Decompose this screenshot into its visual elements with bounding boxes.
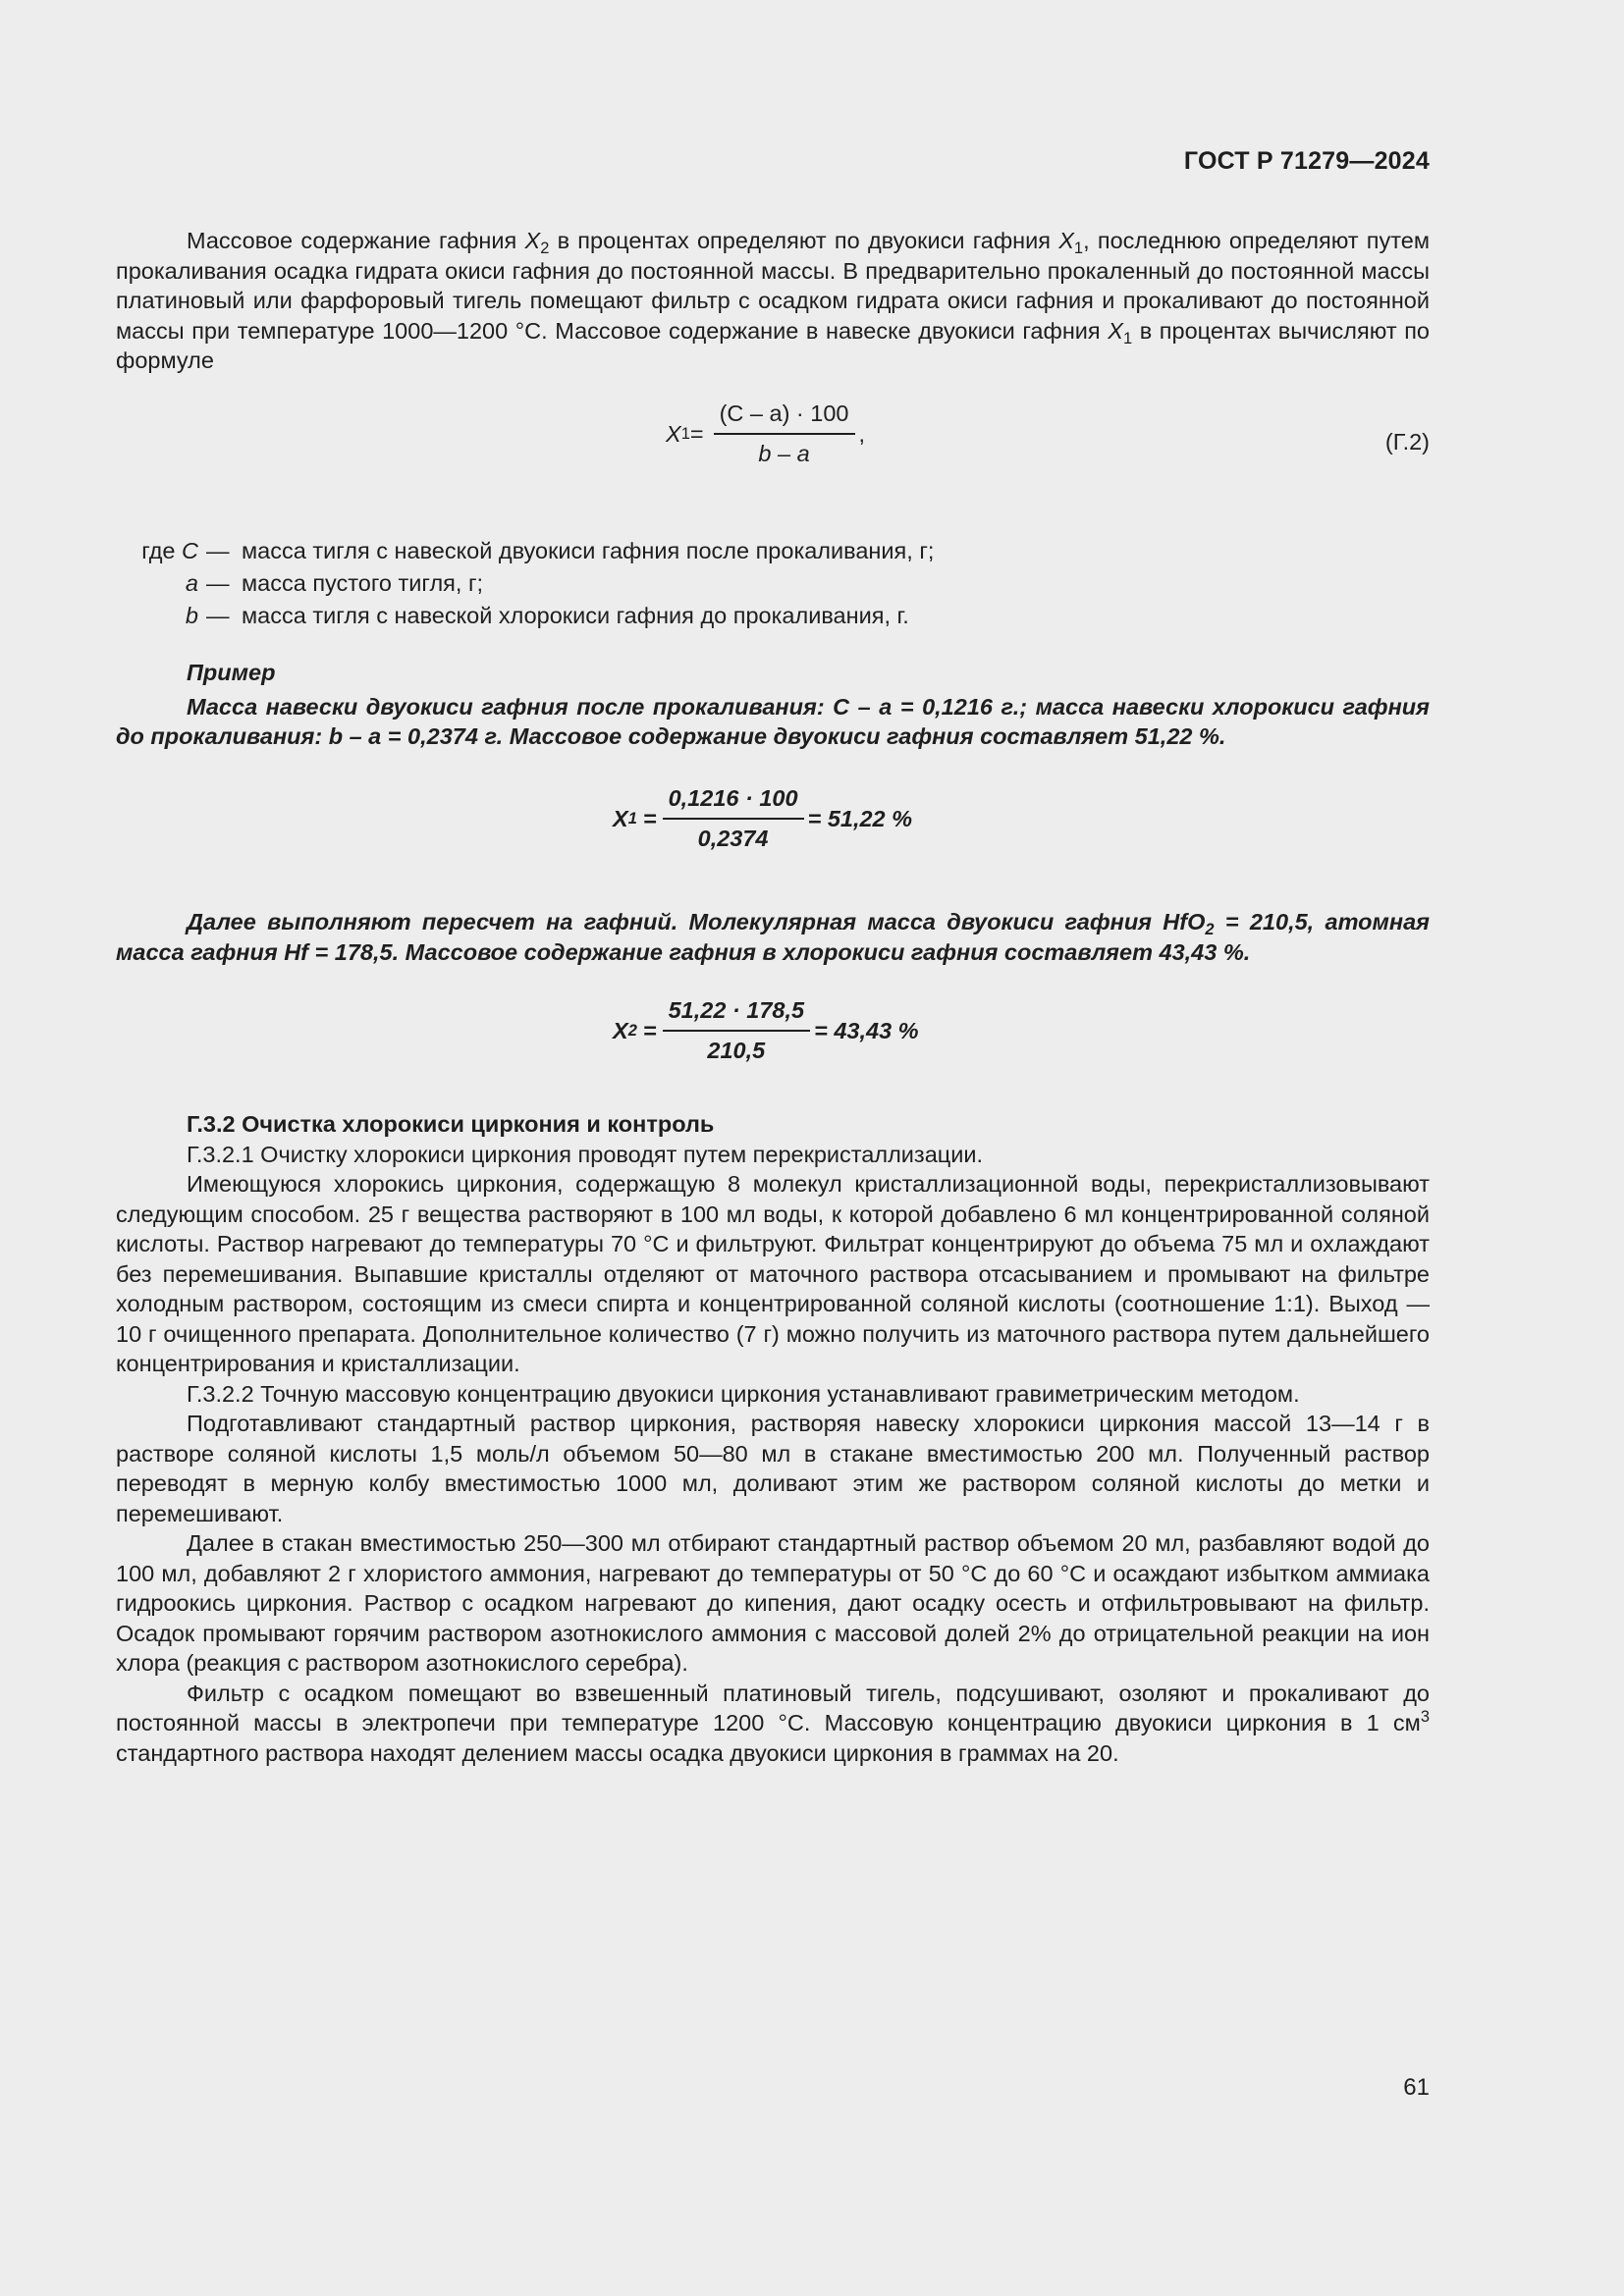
formula-numerator: (C – a) · 100 (719, 400, 849, 426)
formula-numerator: 0,1216 · 100 (668, 785, 798, 811)
section-paragraph: Г.3.2.1 Очистку хлорокиси циркония проводят путем перекристаллизации. (187, 1141, 984, 1167)
formula-numerator: 51,22 · 178,5 (668, 997, 805, 1023)
formula-lhs: X (666, 420, 681, 447)
intro-paragraph (116, 226, 1430, 376)
definition-row (116, 600, 934, 632)
definition-row (116, 567, 934, 600)
formula-equals: = (642, 805, 657, 831)
definition-dash: — (206, 570, 230, 596)
formula-comma: , (858, 420, 866, 447)
var-x1: X (1058, 228, 1074, 253)
example-section (116, 658, 1430, 752)
var-x2: X (524, 228, 541, 253)
var-x2-sub: 2 (540, 240, 550, 257)
formula-result: = 51,22 % (807, 805, 913, 831)
formula-denominator: 0,2374 (697, 826, 769, 851)
var-x1b: X (1108, 317, 1123, 344)
recalc-text-2: = 210,5, атомная масса гафния Hf = 178,5. Массовое содержание гафния в хлорокиси гафния составляет 43,43 %. (116, 909, 1430, 965)
formula-fraction (714, 400, 855, 467)
definition-dash: — (206, 538, 230, 563)
example-paragraph-1: Масса навески двуокиси гафния после прокаливания: С – а = 0,1216 г.; масса навески хлорокиси гафния до прокаливания: b – а = 0,2374 г. Массовое содержание двуокиси гафния составляет 51,22 %. (116, 693, 1430, 749)
page-number: 61 (1403, 2074, 1430, 2101)
section-paragraph: Г.3.2.2 Точную массовую концентрацию двуокиси циркония устанавливают гравиметрическим методом. (187, 1380, 1300, 1407)
formula-lhs: X (613, 1017, 628, 1043)
formula-fraction (663, 785, 804, 852)
definition-row (116, 535, 934, 567)
formula-result: = 43,43 % (814, 1017, 919, 1043)
document-code: ГОСТ Р 71279—2024 (1183, 147, 1430, 175)
symbol-a: a (185, 570, 198, 596)
var-x1-sub: 1 (1073, 240, 1084, 257)
definition-dash: — (206, 603, 230, 628)
intro-text-3: , последнюю определяют путем прокаливания осадка гидрата окиси гафния до постоянной массы. В предварительно прокаленный до постоянной массы платиновый или фарфоровый тигель помещают фильтр с осадком гидрата окиси гафния и прокаливают до постоянной массы при температуре 1000—1200 °С. Массовое содержание в навеске двуокиси гафния (116, 228, 1430, 344)
symbol-c: C (182, 538, 198, 563)
intro-text-1: Массовое содержание гафния (187, 228, 525, 253)
example-recalc (116, 907, 1430, 967)
formula-fraction (663, 997, 811, 1064)
section-heading: Г.3.2 Очистка хлорокиси циркония и контроль (187, 1111, 715, 1137)
section-g-3-2 (116, 1109, 1430, 1768)
variable-definitions (116, 535, 934, 632)
paragraph-text-1: Фильтр с осадком помещают во взвешенный платиновый тигель, подсушивают, озоляют и прокаливают до постоянной массы в электропечи при температуре 1200 °С. Массовую концентрацию двуокиси циркония в 1 см (116, 1680, 1430, 1735)
paragraph-sup: 3 (1420, 1708, 1430, 1726)
intro-text-2: в процентах определяют по двуокиси гафния (549, 228, 1059, 253)
formula-equals: = (689, 420, 704, 447)
formula-equals: = (642, 1017, 657, 1043)
example-title: Пример (187, 660, 276, 685)
example-formula-1: X 1 = $\frac{0,1216 \cdot 100}{0,2374}$ = 51,22 % (613, 785, 913, 851)
recalc-text-1: Далее выполняют пересчет на гафний. Молекулярная масса двуокиси гафния HfO (187, 909, 1206, 934)
formula-lhs: X (613, 805, 628, 831)
section-paragraph (116, 1679, 1430, 1769)
formula-denominator: b – a (758, 441, 810, 466)
section-paragraph: Имеющуюся хлорокись циркония, содержащую 8 молекул кристаллизационной воды, перекристаллизовывают следующим способом. 25 г вещества растворяют в 100 мл воды, к которой добавлено 6 мл концентрированной соляной кислоты. Раствор нагревают до температуры 70 °С и фильтруют. Фильтрат концентрируют до объема 75 мл и охлаждают без перемешивания. Выпавшие кристаллы отделяют от маточного раствора отсасыванием и промывают на фильтре холодным раствором, состоящим из смеси спирта и концентрированной соляной кислоты (соотношение 1:1). Выход — 10 г очищенного препарата. Дополнительное количество (7 г) можно получить из маточного раствора путем дальнейшего концентрирования и кристаллизации. (116, 1171, 1430, 1376)
definition-text: масса тигля с навеской хлорокиси гафния до прокаливания, г. (242, 603, 909, 628)
intro-text-4: в процентах вычисляют по формуле (116, 317, 1430, 373)
var-x1b-sub: 1 (1122, 329, 1133, 347)
symbol-b: b (185, 603, 198, 628)
where-prefix: где (141, 538, 183, 563)
formula-denominator: 210,5 (707, 1038, 766, 1063)
section-paragraph: Подготавливают стандартный раствор циркония, растворяя навеску хлорокиси циркония массой 13—14 г в растворе соляной кислоты 1,5 моль/л объемом 50—80 мл в стакане вместимостью 200 мл. Полученный раствор переводят в мерную колбу вместимостью 1000 мл, доливают этим же раствором соляной кислоты до метки и перемешивают. (116, 1411, 1430, 1526)
example-paragraph-2 (116, 907, 1430, 967)
equation-number: (Г.2) (1384, 429, 1430, 454)
definition-symbol (116, 535, 206, 567)
intro-section (116, 226, 1430, 376)
section-paragraph: Далее в стакан вместимостью 250—300 мл отбирают стандартный раствор объемом 20 мл, разбавляют водой до 100 мл, добавляют 2 г хлористого аммония, нагревают до температуры от 50 °С до 60 °С и осаждают избытком аммиака гидроокись циркония. Раствор с осадком нагревают до кипения, дают осадку осесть и отфильтровывают на фильтр. Осадок промывают горячим раствором азотнокислого аммония с массовой долей 2% до отрицательной реакции на ион хлора (реакция с раствором азотнокислого серебра). (116, 1530, 1430, 1676)
example-formula-2: X 2 = $\frac{51,22 \cdot 178,5}{210,5}$ = 43,43 % (613, 997, 919, 1063)
recalc-sub: 2 (1205, 921, 1215, 938)
paragraph-text-2: стандартного раствора находят делением массы осадка двуокиси циркония в граммах на 20. (116, 1739, 1119, 1766)
definition-text: масса пустого тигля, г; (242, 570, 484, 596)
formula-g2: X 1 = $\frac{(C - a) \cdot 100}{b - a}$ , (666, 400, 866, 466)
definition-text: масса тигля с навеской двуокиси гафния после прокаливания, г; (242, 538, 935, 563)
